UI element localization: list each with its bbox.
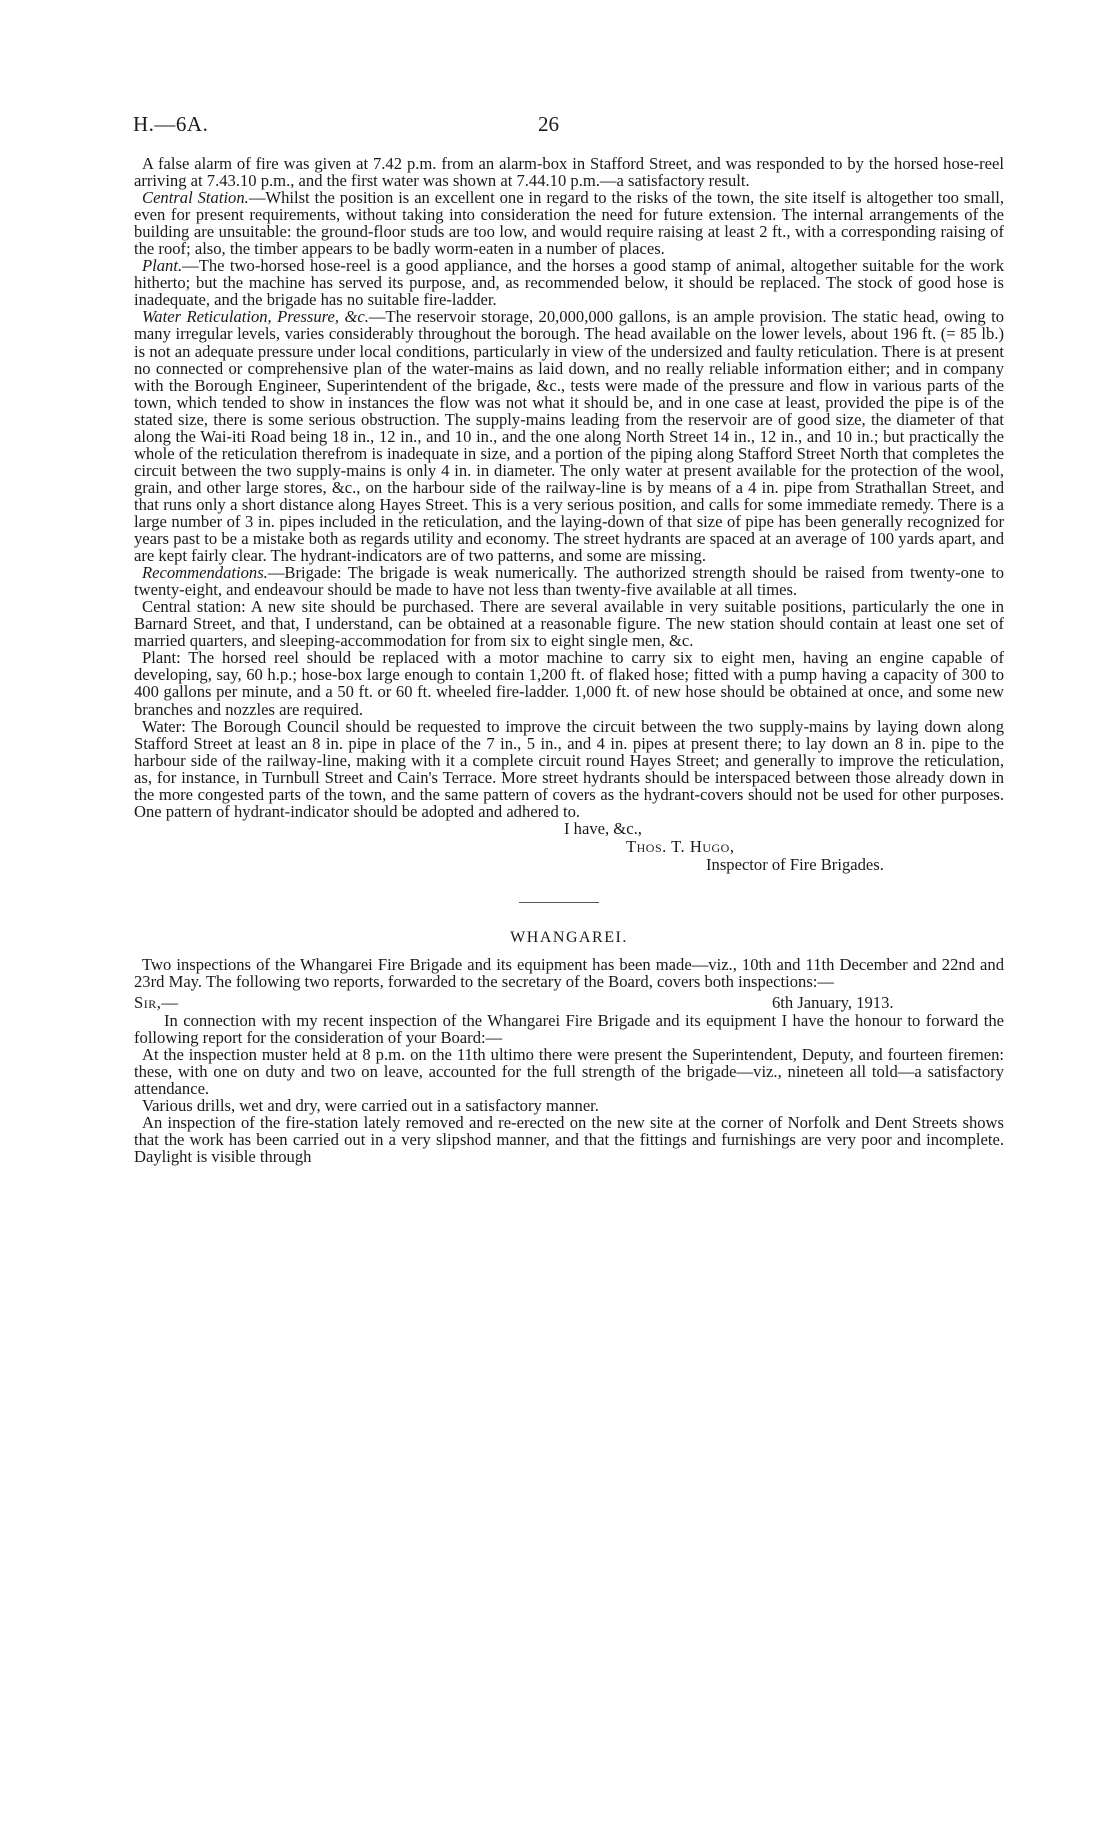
paragraph-connection: In connection with my recent inspection of the Whangarei Fire Brigade and its equipment I have the honour to forward the following report for the consideration of your Board:—	[134, 1010, 1004, 1048]
paragraph-plant-rec: Plant: The horsed reel should be replaced with a motor machine to carry six to eight men, having an engine capable of developing, say, 60 h.p.; hose-box large enough to contain 1,200 ft. of flaked hose; fitted with a pump having a capacity of 300 to 400 gallons per minute, and a 50 ft. or 60 ft. wheeled fire-ladder. 1,000 ft. of new hose should be obtained at once, and some new branches and nozzles are required.	[134, 648, 1004, 719]
paragraph-lead: Water Reticulation, Pressure, &c.	[142, 307, 369, 327]
paragraph-drills: Various drills, wet and dry, were carried out in a satisfactory manner.	[142, 1096, 599, 1116]
paragraph-muster: At the inspection muster held at 8 p.m. on the 11th ultimo there were present the Superintendent, Deputy, and fourteen firemen: these, with one on duty and two on leave, accounted for the full strength of the brigade—viz., nineteen all told—a satisfactory attendance.	[134, 1045, 1004, 1099]
paragraph-water-reticulation: Water Reticulation, Pressure, &c.—The reservoir storage, 20,000,000 gallons, is an ample provision. The static head, owing to many irregular levels, varies considerably throughout the borough. The head available on the lower levels, about 196 ft. (= 85 lb.) is not an adequate pressure under local conditions, particularly in view of the undersized and faulty reticulation. There is at present no connected or comprehensive plan of the water-mains as laid down, and no really reliable information either; and in company with the Borough Engineer, Superintendent of the brigade, &c., tests were made of the pressure and flow in various parts of the town, which tended to show in instances the flow was not what it should be, and in one case at least, provided the pipe is of the stated size, there is some serious obstruction. The supply-mains leading from the reservoir are of good size, the diameter of that along the Wai-iti Road being 18 in., 12 in., and 10 in., and the one along North Street 14 in., 12 in., and 10 in.; but practically the whole of the reticulation therefrom is inadequate in size, and a portion of the piping along Stafford Street North that completes the circuit between the two supply-mains is only 4 in. in diameter. The only water at present available for the protection of the wool, grain, and other large stores, &c., on the harbour side of the railway-line is by means of a 4 in. pipe from Strathallan Street, and that runs only a short distance along Hayes Street. This is a very serious position, and calls for some immediate remedy. There is a large number of 3 in. pipes included in the reticulation, and the laying-down of that size of pipe has been generally recognized for years past to be a mistake both as regards utility and economy. The street hydrants are spaced at an average of 100 yards apart, and are kept fairly clear. The hydrant-indicators are of two patterns, and some are missing.	[134, 307, 1004, 566]
paragraph-central-station: Central Station.—Whilst the position is an excellent one in regard to the risks of the town, the site itself is altogether too small, even for present requirements, without taking into consideration the need for future extension. The internal arrangements of the building are unsuitable: the ground-floor studs are too low, and would require raising at least 2 ft., with a corresponding raising of the roof; also, the timber appears to be badly worm-eaten in a number of places.	[134, 188, 1004, 259]
paragraph-fire-station: An inspection of the fire-station lately removed and re-erected on the new site at the corner of Norfolk and Dent Streets shows that the work has been carried out in a very slipshod manner, and that the fittings and furnishings are very poor and incomplete. Daylight is visible through	[134, 1113, 1004, 1167]
salutation: Sir,—	[134, 992, 179, 1012]
section-intro: Two inspections of the Whangarei Fire Brigade and its equipment has been made—viz., 10th and 11th December and 22nd and 23rd May. The following two reports, forwarded to the secretary of the Board, covers both inspections:—	[134, 954, 1004, 991]
section-divider	[519, 902, 599, 903]
page-number: 26	[538, 112, 559, 136]
section-title: WHANGAREI.	[510, 928, 628, 946]
paragraph-false-alarm: A false alarm of fire was given at 7.42 p.m. from an alarm-box in Stafford Street, and was responded to by the horsed hose-reel arriving at 7.43.10 p.m., and the first water was shown at 7.44.10 p.m.—a satisfactory result.	[134, 154, 1004, 191]
paragraph-lead: Plant.	[142, 256, 183, 276]
paragraph-lead: Recommendations.	[142, 563, 268, 583]
paragraph-lead: Central Station.	[142, 188, 249, 208]
page-header	[133, 112, 1003, 142]
paragraph-plant: Plant.—The two-horsed hose-reel is a good appliance, and the horses a good stamp of animal, altogether suitable for the work hitherto; but the machine has served its purpose, and, as recommended below, it should be replaced. The stock of good hose is inadequate, and the brigade has no suitable fire-ladder.	[134, 256, 1004, 310]
letter-date: 6th January, 1913.	[772, 992, 894, 1012]
paragraph-water-rec: Water: The Borough Council should be requested to improve the circuit between the two supply-mains by laying down along Stafford Street at least an 8 in. pipe in place of the 7 in., 5 in., and 4 in. pipes at present there; to lay down an 8 in. pipe to the harbour side of the railway-line, making with it a complete circuit round Hayes Street; and generally to improve the reticulation, as, for instance, in Turnbull Street and Cain's Terrace. More street hydrants should be interspaced between those already down in the more congested parts of the town, and the same pattern of covers as the hydrant-covers should not be used for other purposes. One pattern of hydrant-indicator should be adopted and adhered to.	[134, 716, 1004, 821]
signoff-title: Inspector of Fire Brigades.	[706, 854, 884, 874]
paragraph-recommendations: Recommendations.—Brigade: The brigade is weak numerically. The authorized strength should be raised from twenty-one to twenty-eight, and endeavour should be made to have not less than twenty-five available at all times.	[134, 563, 1004, 600]
letter-head	[134, 992, 1004, 1012]
document-reference: H.—6A.	[133, 112, 209, 136]
paragraph-central-station-rec: Central station: A new site should be purchased. There are several available in very suitable positions, particularly the one in Barnard Street, and that, I understand, can be obtained at a reasonable figure. The new station should contain at least one set of married quarters, and sleeping-accommodation for from six to eight single men, &c.	[134, 597, 1004, 651]
body-text	[134, 155, 1004, 1165]
signoff-name: Thos. T. Hugo,	[626, 836, 735, 856]
signoff-closing: I have, &c.,	[564, 818, 642, 838]
signoff	[134, 820, 1004, 888]
